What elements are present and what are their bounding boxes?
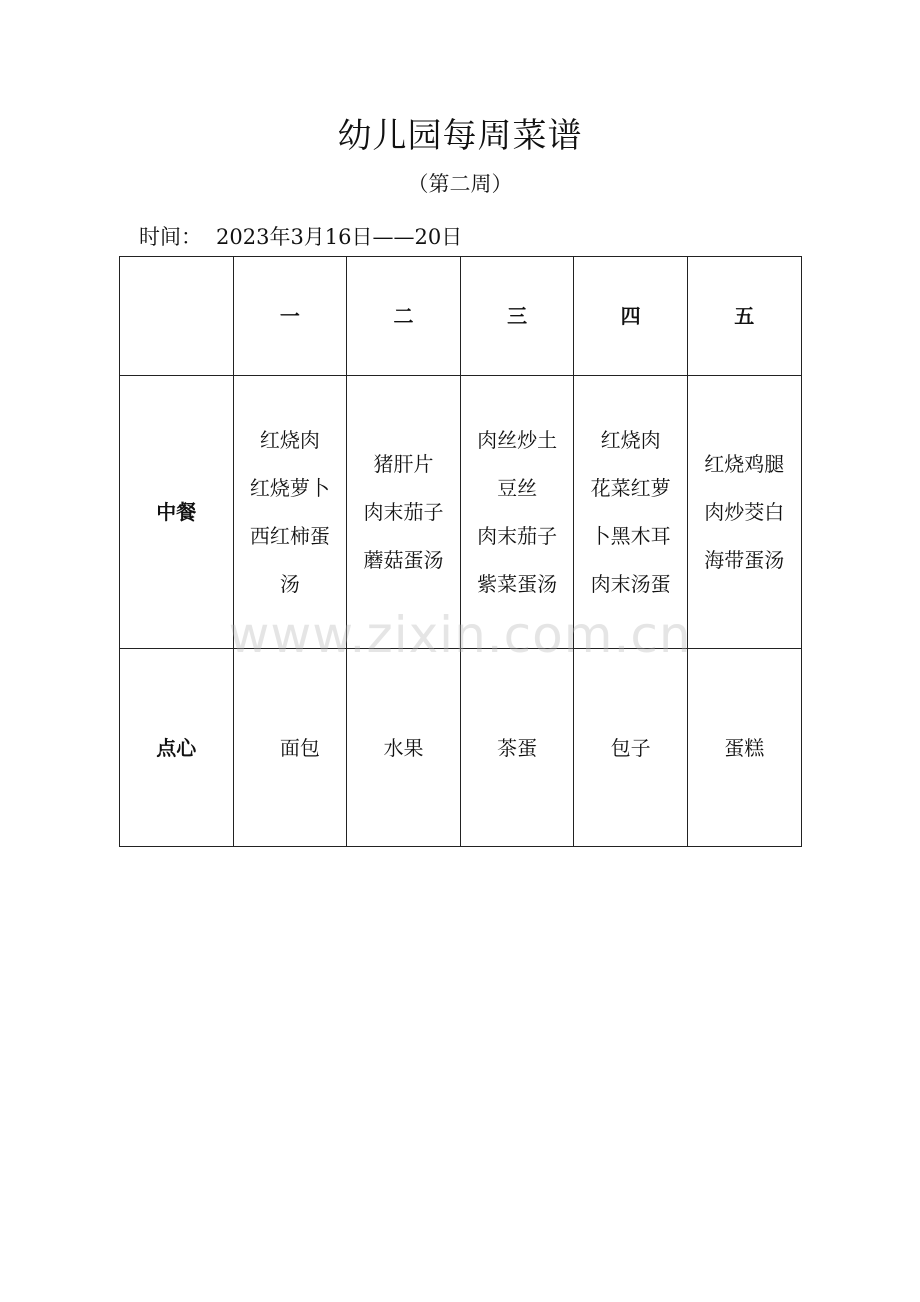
lunch-dish: 紫菜蛋汤 xyxy=(477,572,558,596)
date-line xyxy=(139,221,462,253)
lunch-cell-2 xyxy=(347,376,461,649)
row-label-lunch: 中餐 xyxy=(120,376,234,649)
snack-cell-1: 面包 xyxy=(233,649,347,847)
table-row-lunch xyxy=(120,376,802,649)
row-label-snack: 点心 xyxy=(120,649,234,847)
table-row-snack xyxy=(120,649,802,847)
day-header-5: 五 xyxy=(687,257,801,376)
lunch-cell-5 xyxy=(687,376,801,649)
day-header-4: 四 xyxy=(574,257,688,376)
snack-cell-5: 蛋糕 xyxy=(687,649,801,847)
day-header-3: 三 xyxy=(460,257,574,376)
lunch-dish: 肉丝炒土豆丝 xyxy=(477,428,558,500)
lunch-dish: 肉末茄子 xyxy=(363,500,444,524)
lunch-dish: 猪肝片 xyxy=(373,452,434,476)
lunch-dish: 肉炒茭白 xyxy=(704,500,785,524)
day-header-2: 二 xyxy=(347,257,461,376)
lunch-dish: 花菜红萝卜黑木耳 xyxy=(590,476,671,548)
day-header-1: 一 xyxy=(233,257,347,376)
snack-cell-3: 茶蛋 xyxy=(460,649,574,847)
watermark: www.zixin.com.cn xyxy=(228,606,692,664)
lunch-dish: 肉末汤蛋 xyxy=(590,572,671,596)
corner-cell xyxy=(120,257,234,376)
lunch-dish: 红烧鸡腿 xyxy=(704,452,785,476)
table-header-row xyxy=(120,257,802,376)
lunch-dish: 肉末茄子 xyxy=(477,524,558,548)
lunch-cell-3 xyxy=(460,376,574,649)
lunch-dish: 西红柿蛋汤 xyxy=(249,524,330,596)
snack-cell-4: 包子 xyxy=(574,649,688,847)
lunch-cell-1 xyxy=(233,376,347,649)
lunch-dish: 海带蛋汤 xyxy=(704,548,785,572)
lunch-cell-4 xyxy=(574,376,688,649)
snack-cell-2: 水果 xyxy=(347,649,461,847)
lunch-dish: 蘑菇蛋汤 xyxy=(363,548,444,572)
lunch-dish: 红烧萝卜 xyxy=(249,476,330,500)
lunch-dish: 红烧肉 xyxy=(259,428,320,452)
lunch-dish: 红烧肉 xyxy=(600,428,661,452)
page-subtitle: （第二周） xyxy=(407,172,513,196)
weekly-menu-table xyxy=(119,256,802,847)
date-label: 时间： xyxy=(139,225,202,249)
date-value: 2023年3月16日——20日 xyxy=(216,225,463,249)
page-title: 幼儿园每周菜谱 xyxy=(337,116,583,156)
